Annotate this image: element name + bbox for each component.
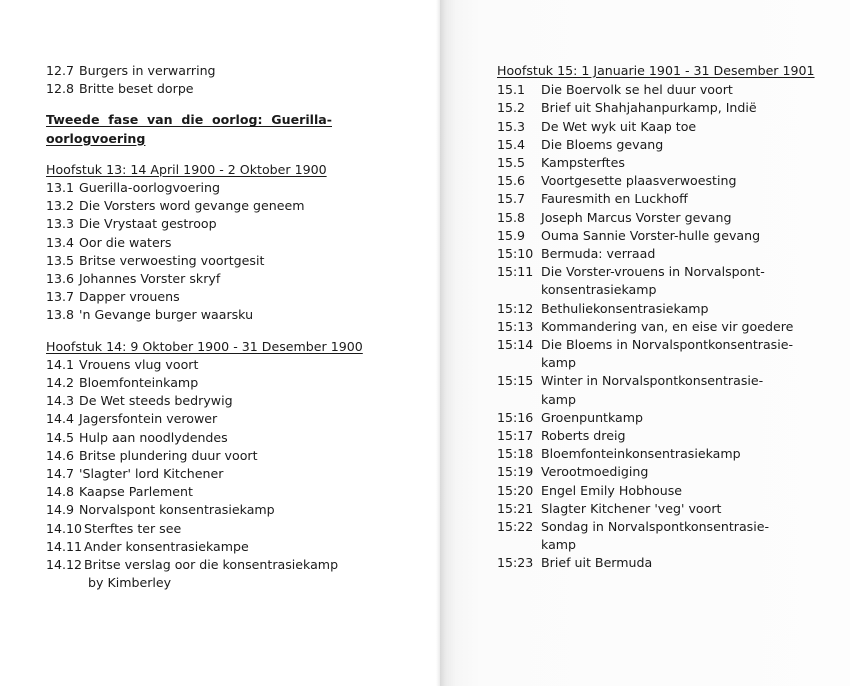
toc-entry [497,445,817,463]
toc-entry [497,463,817,481]
toc-entry [46,306,386,324]
toc-entry [46,556,386,574]
entry-number: 15:23 [497,555,534,571]
entry-title: De Wet steeds bedrywig [79,393,233,409]
entry-title: Slagter Kitchener 'veg' voort [541,500,722,516]
entry-title: Kaapse Parlement [79,484,193,500]
chapter-15-list [497,81,817,572]
toc-entry [46,356,386,374]
entry-title: Winter in Norvalspontkonsentrasie- [541,373,764,389]
entry-number: 15:10 [497,246,534,262]
toc-entry [497,227,817,245]
entry-title: Die Vorsters word gevange geneem [79,198,305,214]
chapter-13-list [46,179,386,325]
toc-entry [497,136,817,154]
entry-number: 15:19 [497,464,534,480]
entry-title-continued: kamp [541,537,577,553]
entry-number: 15.1 [497,82,526,98]
entry-number: 14.2 [46,375,75,391]
entry-number: 14.7 [46,466,75,482]
toc-entry [46,80,386,98]
entry-number: 15.6 [497,173,526,189]
toc-entry [497,482,817,500]
entry-number: 15:18 [497,446,534,462]
entry-title: Die Bloems in Norvalspontkonsentrasie- [541,337,794,353]
entry-title: Kampsterftes [541,155,625,171]
toc-entry [497,209,817,227]
entry-number: 15:12 [497,300,534,316]
entry-number: 15.8 [497,209,526,225]
chapter-14-heading: Hoofstuk 14: 9 Oktober 1900 - 31 Desember 1900 [46,338,363,354]
entry-title: 'n Gevange burger waarsku [79,307,254,323]
entry-title: Die Bloems gevang [541,136,664,152]
entry-number: 15:14 [497,337,534,353]
entry-number: 13.8 [46,307,75,323]
toc-entry [497,190,817,208]
toc-entry [497,245,817,263]
toc-entry [46,538,386,556]
entry-title: 'Slagter' lord Kitchener [79,466,224,482]
entry-title: Fauresmith en Luckhoff [541,191,688,207]
toc-entry [497,81,817,99]
phase-heading-continued: oorlogvoering [46,130,146,146]
entry-title: Burgers in verwarring [79,63,216,78]
entry-number: 15:16 [497,409,534,425]
toc-entry [46,270,386,288]
entry-number: 12.7 [46,63,75,78]
right-column [497,62,817,573]
entry-number: 15:17 [497,428,534,444]
toc-entry [497,427,817,445]
entry-number: 13.3 [46,216,75,232]
toc-entry [46,252,386,270]
entry-title: Britse verwoesting voortgesit [79,252,265,268]
entry-title: Brief uit Shahjahanpurkamp, Indië [541,100,757,116]
toc-entry [497,263,817,281]
entry-number: 13.6 [46,271,75,287]
entry-number: 15:15 [497,373,534,389]
entry-number: 15:20 [497,482,534,498]
entry-number: 12.8 [46,81,75,97]
entry-title: Joseph Marcus Vorster gevang [541,209,732,225]
entry-number: 13.5 [46,252,75,268]
entry-title-continued: by Kimberley [88,575,172,591]
entry-number: 14.1 [46,356,75,372]
entry-title: Oor die waters [79,234,172,250]
entry-number: 15:21 [497,500,534,516]
entry-title: Engel Emily Hobhouse [541,482,683,498]
toc-entry [46,483,386,501]
entry-number: 14.9 [46,502,75,518]
toc-entry [46,62,386,80]
toc-entry [46,179,386,197]
entry-title: Groenpuntkamp [541,409,644,425]
toc-entry [46,288,386,306]
toc-entry [497,409,817,427]
entry-title: Jagersfontein verower [79,411,218,427]
entry-title: Britte beset dorpe [79,81,194,97]
entry-title: Johannes Vorster skryf [79,271,221,287]
entry-title: Brief uit Bermuda [541,555,653,571]
entry-title: Ander konsentrasiekampe [84,538,249,554]
entry-title: Die Vorster-vrouens in Norvalspont- [541,264,765,280]
entry-title: De Wet wyk uit Kaap toe [541,118,697,134]
entry-title: Britse verslag oor die konsentrasiekamp [84,557,339,573]
entry-number: 15:11 [497,264,534,280]
entry-title: Sterftes ter see [84,520,182,536]
entry-title: Guerilla-oorlogvoering [79,180,221,196]
toc-entry [497,554,817,572]
entry-number: 14.6 [46,447,75,463]
entry-number: 15.2 [497,100,526,116]
entry-title: Hulp aan noodlydendes [79,429,228,445]
toc-entry [497,372,817,390]
toc-entry [46,374,386,392]
entry-title: Britse plundering duur voort [79,447,258,463]
toc-entry [46,234,386,252]
entry-title: Bermuda: verraad [541,246,656,262]
toc-entry [497,154,817,172]
entry-title-continued: kamp [541,355,577,371]
entry-title: Sondag in Norvalspontkonsentrasie- [541,519,770,535]
entry-number: 14.8 [46,484,75,500]
entry-title: Verootmoediging [541,464,649,480]
entry-number: 13.4 [46,234,75,250]
entry-title: Kommandering van, en eise vir goedere [541,318,794,334]
toc-entry [497,118,817,136]
toc-entry [46,465,386,483]
toc-entry [497,336,817,354]
entry-title: Dapper vrouens [79,289,180,305]
entry-title-continued: konsentrasiekamp [541,282,657,298]
entry-title: Bloemfonteinkamp [79,375,199,391]
entry-title: Die Boervolk se hel duur voort [541,82,733,98]
entry-number: 15.4 [497,136,526,152]
entry-number: 14.11 [46,538,83,554]
toc-entry [497,518,817,536]
entry-number: 14.12 [46,557,83,573]
phase-heading: Tweede fase van die oorlog: Guerilla- [46,112,332,128]
entry-number: 14.10 [46,520,83,536]
left-column [46,62,386,592]
entry-number: 15:22 [497,519,534,535]
toc-entry [46,197,386,215]
entry-number: 15.5 [497,155,526,171]
toc-entry [46,429,386,447]
toc-entry [497,172,817,190]
chapter-15-heading: Hoofstuk 15: 1 Januarie 1901 - 31 Desember 1901 [497,63,815,78]
entry-number: 15.9 [497,227,526,243]
entry-title: Vrouens vlug voort [79,356,199,372]
entry-title: Ouma Sannie Vorster-hulle gevang [541,227,761,243]
chapter-13-heading: Hoofstuk 13: 14 April 1900 - 2 Oktober 1900 [46,161,327,177]
entry-title: Bloemfonteinkonsentrasiekamp [541,446,741,462]
entry-number: 14.3 [46,393,75,409]
toc-entry [497,99,817,117]
toc-entry [497,318,817,336]
toc-entry [46,215,386,233]
toc-entry [46,520,386,538]
chapter-14-list [46,356,386,593]
toc-entry [497,300,817,318]
entry-title: Voortgesette plaasverwoesting [541,173,737,189]
entry-number: 15.3 [497,118,526,134]
toc-entry [497,500,817,518]
entry-number: 14.5 [46,429,75,445]
toc-entry [46,447,386,465]
entry-title: Roberts dreig [541,428,626,444]
entry-number: 14.4 [46,411,75,427]
entry-title: Die Vrystaat gestroop [79,216,217,232]
entry-title-continued: kamp [541,391,577,407]
toc-entry [46,501,386,519]
entry-number: 15.7 [497,191,526,207]
entry-number: 13.1 [46,180,75,196]
entry-number: 15:13 [497,318,534,334]
entry-number: 13.2 [46,198,75,214]
entry-number: 13.7 [46,289,75,305]
toc-entry [46,410,386,428]
entry-title: Norvalspont konsentrasiekamp [79,502,275,518]
entry-title: Bethuliekonsentrasiekamp [541,300,709,316]
toc-entry [46,392,386,410]
